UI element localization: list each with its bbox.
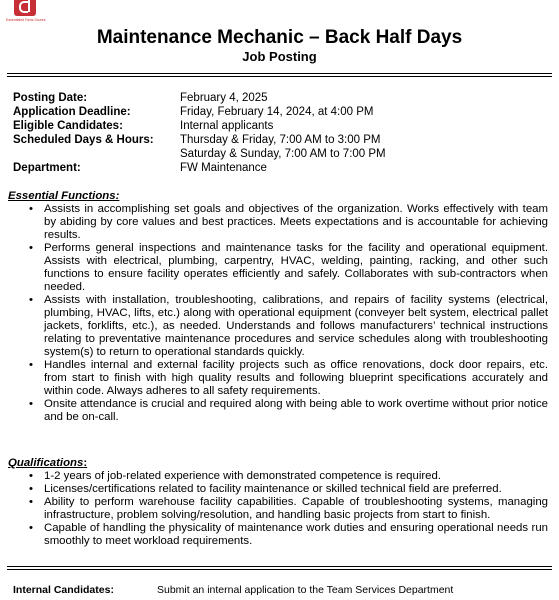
qualifications-list [8, 470, 548, 548]
qualifications-heading-text: Qualifications [8, 457, 84, 469]
company-logo [6, 0, 58, 22]
info-row [13, 119, 443, 133]
footer-row [13, 584, 453, 596]
qualifications-section [8, 457, 548, 548]
essential-functions-heading: Essential Functions: [8, 190, 120, 202]
info-value [180, 161, 443, 175]
bullet-icon: • [29, 294, 33, 306]
bullet-icon: • [29, 522, 33, 534]
info-label: Posting Date: [13, 92, 88, 104]
list-item [8, 398, 548, 424]
info-row [13, 91, 443, 105]
info-row [13, 105, 443, 119]
qualifications-heading [8, 457, 548, 470]
footer-text: Submit an internal application to the Team Services Department [157, 584, 454, 596]
header-divider-bottom [7, 76, 552, 77]
list-item [8, 294, 548, 359]
document-subtitle: Job Posting [242, 49, 317, 64]
document-title: Maintenance Mechanic – Back Half Days [96, 27, 463, 48]
list-item-text: Handles internal and external facility projects such as office renovations, dock door repairs, etc. from start to finish with high quality results and following blueprint specifications accurately and within code. Always adheres to all safety requirements. [44, 359, 548, 397]
qualifications-heading-colon: : [83, 457, 88, 469]
bullet-icon: • [29, 470, 33, 482]
list-item [8, 359, 548, 398]
bullet-icon: • [29, 359, 33, 371]
footer-divider-top [7, 566, 552, 567]
info-value-line: FW Maintenance [180, 162, 267, 174]
info-value-line: Friday, February 14, 2024, at 4:00 PM [180, 106, 374, 118]
header-divider-top [7, 73, 552, 74]
list-item-text: Performs general inspections and maintenance tasks for the facility and operational equipment. Assists with electrical, plumbing, carpentry, HVAC, welding, painting, racking, and other such functions to ensure facility operates efficiently and safely. Collaborates with sub-contractors when needed. [44, 242, 548, 293]
list-item-text: 1-2 years of job-related experience with demonstrated competence is required. [44, 470, 441, 482]
info-value-line: Thursday & Friday, 7:00 AM to 3:00 PM [180, 134, 381, 146]
bullet-icon: • [29, 203, 33, 215]
list-item [8, 470, 548, 483]
info-label: Eligible Candidates: [13, 120, 123, 132]
list-item [8, 496, 548, 522]
list-item-text: Licenses/certifications related to facility maintenance or skilled technical field are preferred. [44, 483, 502, 495]
footer-divider-bottom [7, 569, 552, 570]
info-value [180, 105, 443, 119]
info-value-line: Internal applicants [180, 120, 274, 132]
info-value [180, 119, 443, 133]
logo-tagline: Essentialed Faxis Soures [6, 18, 46, 22]
list-item-text: Assists in accomplishing set goals and objectives of the organization. Works effectively with team by abiding by core values and best practices. Meets expectations and is accountable for achieving results. [44, 203, 548, 241]
bullet-icon: • [29, 496, 33, 508]
info-row [13, 133, 443, 161]
bullet-icon: • [29, 398, 33, 410]
essential-functions-section [8, 190, 548, 424]
info-value-line: Saturday & Sunday, 7:00 AM to 7:00 PM [180, 148, 386, 160]
info-value [180, 91, 443, 105]
list-item [8, 203, 548, 242]
footer-label: Internal Candidates: [13, 584, 114, 596]
bullet-icon: • [29, 483, 33, 495]
info-value [180, 133, 443, 161]
posting-info-table [13, 91, 443, 175]
info-value-line: February 4, 2025 [180, 92, 268, 104]
list-item [8, 483, 548, 496]
info-label: Scheduled Days & Hours: [13, 134, 154, 146]
list-item [8, 242, 548, 294]
list-item-text: Ability to perform warehouse facility capabilities. Capable of troubleshooting systems, managing infrastructure, problem solving/resolution, and handling basic projects from start to finish. [44, 496, 548, 521]
info-label: Application Deadline: [13, 106, 131, 118]
list-item [8, 522, 548, 548]
list-item-text: Capable of handling the physicality of maintenance work duties and ensuring operational needs run smoothly to meet workload requirements. [44, 522, 548, 547]
info-row [13, 161, 443, 175]
info-label: Department: [13, 162, 81, 174]
list-item-text: Assists with installation, troubleshooting, calibrations, and repairs of facility systems (electrical, plumbing, HVAC, lifts, etc.) along with operational equipment (conveyer belt system, electrical pallet jackets, forklifts, etc.), as needed. Understands and follows manufacturers’ technical instructions relating to preventative maintenance procedures and service schedules along with troubleshooting system(s) to return to operational standards quickly. [44, 294, 548, 358]
bullet-icon: • [29, 242, 33, 254]
list-item-text: Onsite attendance is crucial and required along with being able to work overtime without prior notice and be on-call. [44, 398, 548, 423]
logo-mark-icon [14, 0, 36, 16]
essential-functions-list [8, 203, 548, 424]
